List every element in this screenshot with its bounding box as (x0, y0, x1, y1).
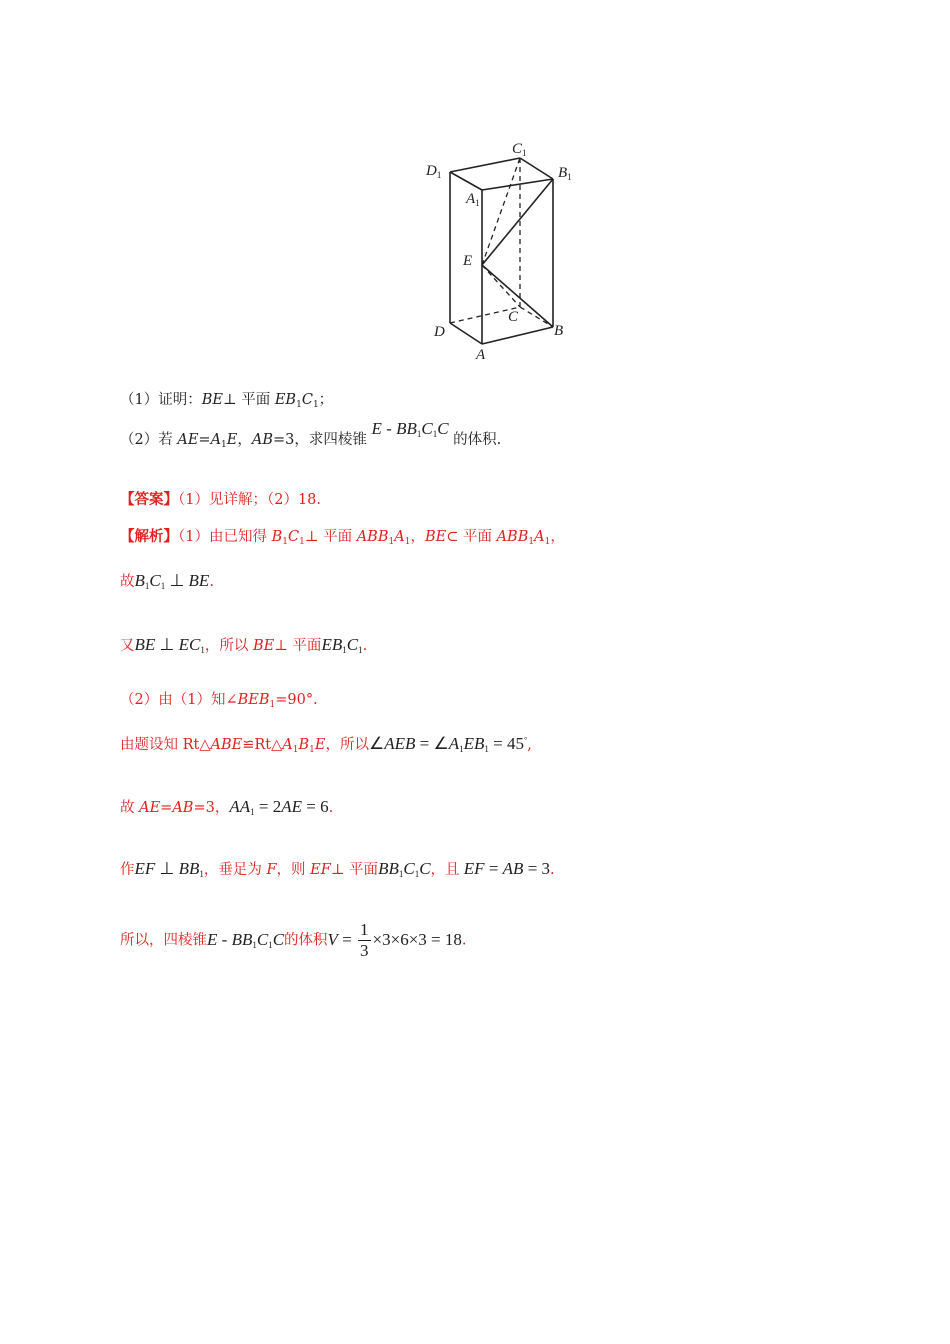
edge-b1-c1 (520, 158, 553, 179)
edge-a-b (482, 327, 553, 344)
label-a: A (476, 347, 486, 363)
label-a1: $A_1$ (466, 191, 480, 208)
edge-d-a (450, 323, 482, 344)
label-b: B (554, 323, 564, 339)
segment-e-b1 (482, 179, 553, 265)
analysis-line-5: 由题设知 $Rt\triangle ABE≌Rt\triangle A_1B_1E$，所以∠AEB = $\angle A_1EB_1 = 45^\circ$, (120, 734, 532, 755)
prism-figure (412, 135, 587, 365)
edge-d1-a1 (450, 172, 482, 190)
label-e: E (463, 253, 473, 269)
label-c: C (508, 309, 519, 325)
analysis-line-8: 所以，四棱锥E - $BB_1C_1C$的体积V = $\frac{1}{3}$ ×3×6×3 = 18. (120, 920, 467, 960)
question-2: （2）若 $AE=A_1E$，AB=3，求四棱锥 E - $BB_1C_1C$ 的体积. (120, 419, 502, 450)
edge-a1-b1 (482, 179, 553, 190)
label-d1: $D_1$ (426, 163, 442, 180)
analysis-line-2: 故$B_1C_1$ ⊥ BE. (120, 571, 214, 591)
analysis-line-4: （2）由（1）知$\angle BEB_1=90^\circ$. (120, 692, 318, 710)
label-c1: $C_1$ (512, 141, 527, 158)
label-d: D (434, 324, 445, 340)
hidden-edge-c-b (520, 307, 553, 327)
label-b1: $B_1$ (558, 165, 572, 182)
answer-line: 【答案】（1）见详解；（2）18. (120, 491, 322, 508)
question-1: （1）证明：BE⊥ 平面 $EB_1C_1$； (120, 392, 334, 410)
hidden-segment-e-c1 (482, 158, 520, 265)
edge-c1-d1 (450, 158, 520, 172)
analysis-line-6: 故 AE=AB=3，$AA_1 = 2AE = 6$. (120, 797, 334, 817)
analysis-line-7: 作EF ⊥ $BB_1$，垂足为 F，则 EF⊥ 平面$BB_1C_1C$，且 EF = AB = 3. (120, 859, 555, 879)
analysis-line-1: 【解析】（1）由已知得 $B_1C_1\perp$ 平面 $ABB_1A_1$，BE⊂ 平面 $ABB_1A_1$， (120, 528, 565, 547)
analysis-line-3: 又BE ⊥ $EC_1$，所以 BE⊥ 平面$EB_1C_1$. (120, 635, 368, 655)
hidden-segment-e-c (482, 265, 520, 307)
